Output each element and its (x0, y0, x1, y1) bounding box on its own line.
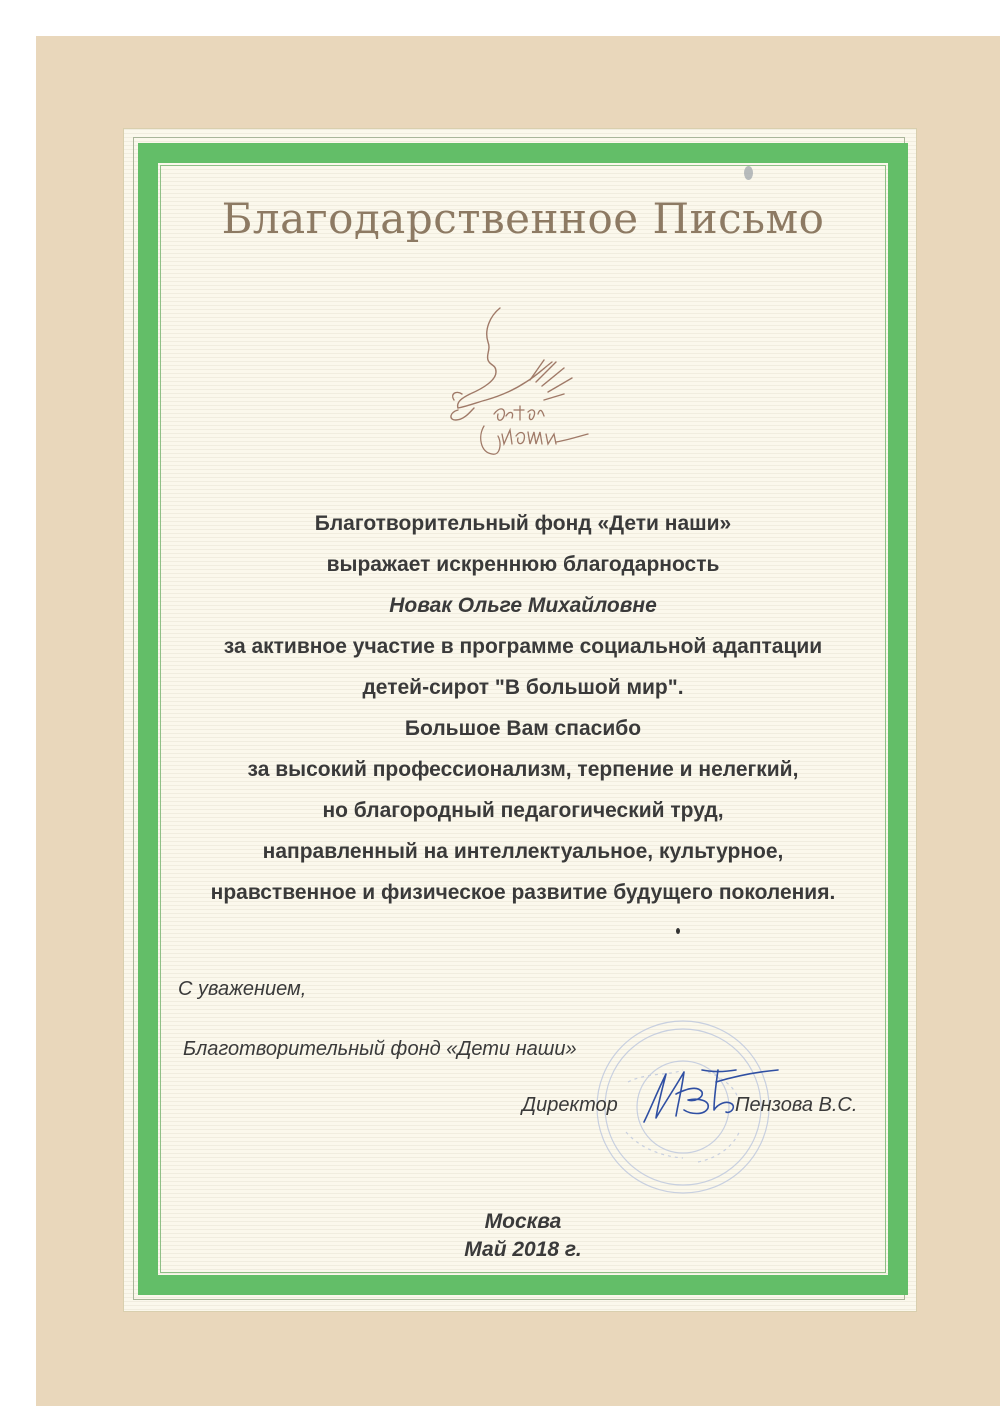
letter-title: Благодарственное Письмо (221, 194, 825, 243)
body-line-5: детей-сирот "В большой мир". (362, 676, 684, 699)
director-name: Пензова В.С. (735, 1094, 858, 1116)
body-line-8: но благородный педагогический труд, (322, 799, 724, 822)
recipient-name: Новак Ольге Михайловне (389, 594, 657, 617)
letter-body (170, 503, 876, 913)
body-line-9: направленный на интеллектуальное, культурное, (262, 840, 784, 863)
city-text: Москва (484, 1210, 562, 1233)
ink-spot (744, 166, 753, 180)
ink-dot (676, 928, 680, 934)
body-line-6: Большое Вам спасибо (404, 717, 642, 740)
dove-hand-icon (444, 302, 594, 462)
director-label: Директор (522, 1094, 618, 1116)
foundation-sign: Благотворительный фонд «Дети наши» (183, 1038, 577, 1060)
body-line-4: за активное участие в программе социальной адаптации (223, 635, 823, 658)
body-line-1: Благотворительный фонд «Дети наши» (314, 512, 732, 535)
body-line-10: нравственное и физическое развитие будущего поколения. (210, 881, 836, 904)
date-text: Май 2018 г. (464, 1238, 582, 1261)
closing-text: С уважением, (178, 978, 307, 1000)
body-line-2: выражает искреннюю благодарность (326, 553, 720, 576)
body-line-7: за высокий профессионализм, терпение и нелегкий, (247, 758, 799, 781)
